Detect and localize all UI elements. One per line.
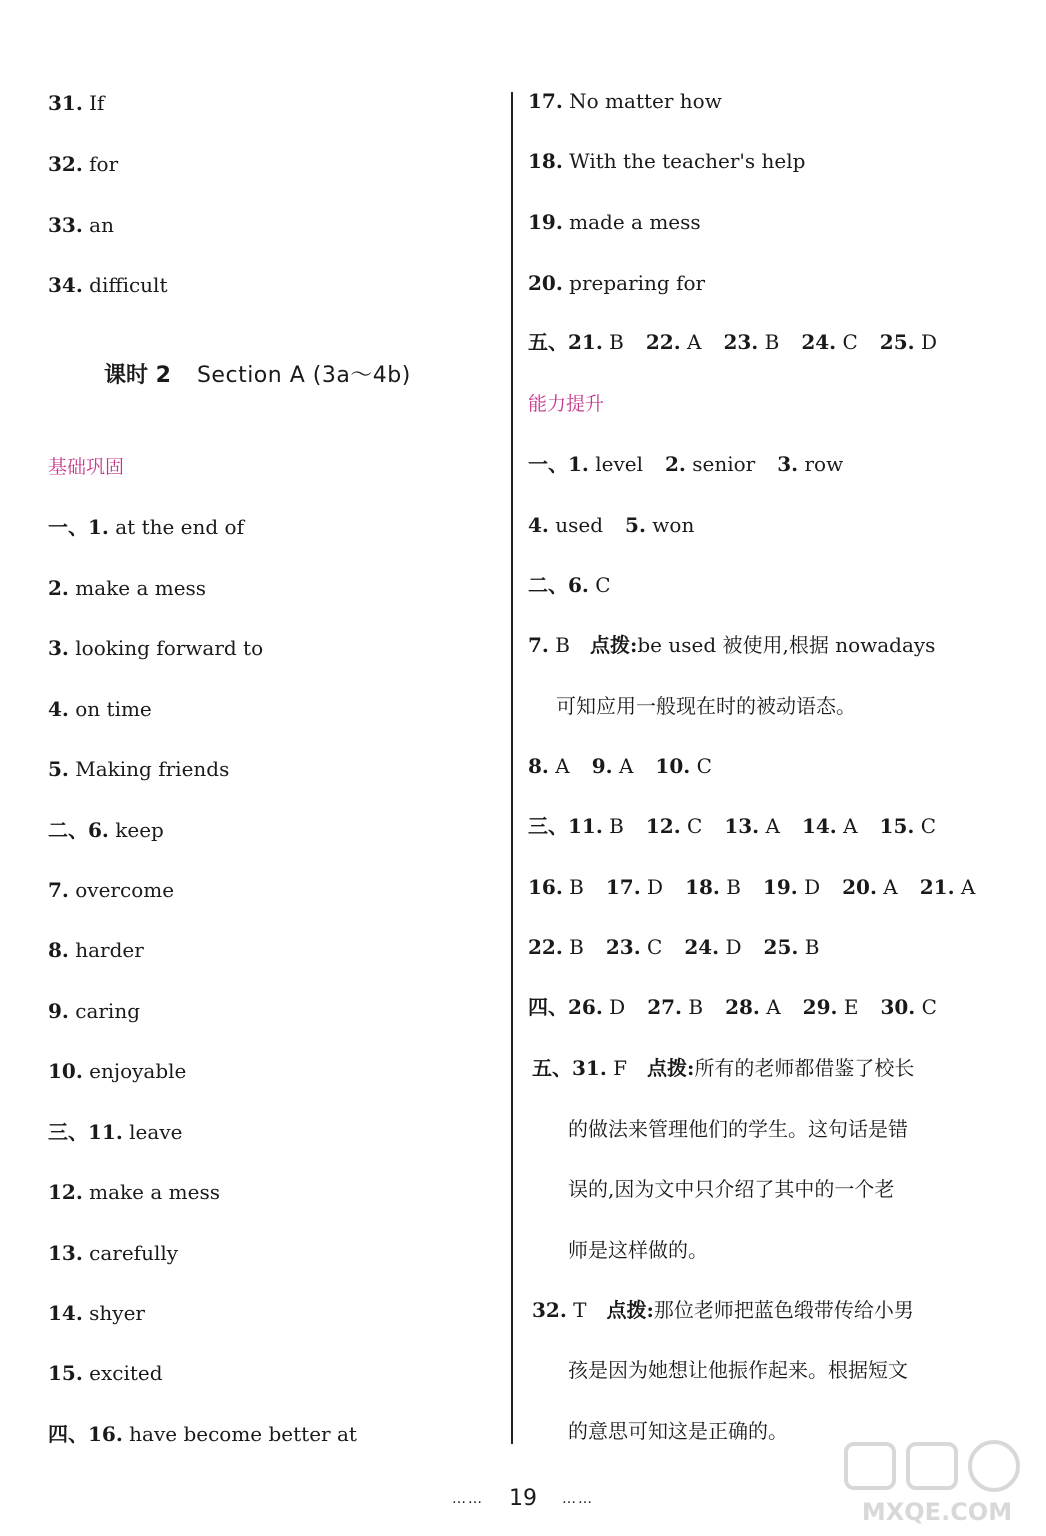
item-answer: won — [652, 513, 695, 537]
item-number: 22. — [645, 330, 681, 354]
answer-item — [647, 995, 703, 1019]
item-answer: B — [569, 875, 584, 899]
item-number: 33. — [48, 213, 83, 237]
item-answer: B — [804, 935, 820, 959]
item-number: 12. — [645, 814, 681, 838]
item-answer: made a mess — [569, 210, 701, 234]
item-number: 15. — [48, 1361, 83, 1385]
item-number: 一、1. — [528, 452, 589, 476]
answer-item — [528, 754, 570, 778]
lesson-label: 课时 2 — [104, 363, 171, 388]
answer-item — [803, 995, 859, 1019]
item-answer: preparing for — [569, 271, 706, 295]
item-number: 10. — [655, 754, 691, 778]
item-answer: looking forward to — [75, 636, 264, 660]
item-number: 7. — [528, 633, 549, 657]
item-answer: C — [687, 814, 703, 838]
item-answer: B — [726, 875, 741, 899]
footer-dots-left: …… — [452, 1491, 484, 1507]
answer-item — [802, 814, 858, 838]
item-answer: D — [647, 875, 664, 899]
item-answer: A — [883, 875, 898, 899]
item-number: 24. — [801, 330, 837, 354]
answer-line — [528, 208, 701, 236]
item-answer: C — [842, 330, 858, 354]
item-number: 23. — [723, 330, 759, 354]
item-number: 23. — [605, 935, 641, 959]
answer-item — [48, 757, 229, 781]
answer-line — [48, 876, 174, 904]
item-answer: an — [89, 213, 114, 237]
answer-row — [528, 933, 819, 961]
answer-item — [592, 754, 634, 778]
answer-item — [920, 875, 976, 899]
answer-line — [48, 271, 167, 299]
item-answer: A — [960, 875, 976, 899]
item-number: 17. — [605, 875, 641, 899]
answer-line-with-tip — [528, 631, 935, 659]
section-subhead-advanced: 能力提升 — [528, 393, 605, 415]
tip-continuation: 的做法来管理他们的学生。这句话是错 — [568, 1117, 908, 1141]
item-number: 31. — [48, 91, 83, 115]
answer-item — [48, 697, 152, 721]
answer-item — [48, 91, 104, 115]
item-number: 27. — [647, 995, 682, 1019]
answer-item — [48, 1422, 357, 1446]
answer-item — [528, 452, 643, 476]
item-answer: With the teacher's help — [569, 149, 806, 173]
item-answer: A — [555, 754, 570, 778]
answer-item — [48, 1120, 182, 1144]
item-number: 8. — [528, 754, 549, 778]
answer-item — [646, 814, 702, 838]
svg-text:MXQE.COM: MXQE.COM — [861, 1498, 1013, 1526]
item-number: 20. — [528, 271, 563, 295]
item-answer: used — [555, 513, 604, 537]
item-answer: for — [89, 152, 119, 176]
item-number: 5. — [625, 513, 646, 537]
answer-item — [48, 878, 174, 902]
answer-line — [48, 513, 244, 541]
item-answer: caring — [75, 999, 141, 1023]
answer-row — [528, 571, 611, 599]
item-number: 二、6. — [528, 573, 589, 597]
item-number: 8. — [48, 938, 69, 962]
item-number: 三、11. — [48, 1120, 123, 1144]
item-number: 4. — [528, 513, 549, 537]
tip-continuation: 的意思可知这是正确的。 — [568, 1419, 788, 1443]
tip-continuation: 孩是因为她想让他振作起来。根据短文 — [568, 1358, 908, 1382]
lesson-heading — [104, 362, 411, 390]
item-number: 9. — [48, 999, 69, 1023]
item-answer: overcome — [75, 878, 175, 902]
item-number: 二、6. — [48, 818, 109, 842]
item-number: 16. — [528, 875, 563, 899]
answer-row — [528, 752, 712, 780]
item-answer: Making friends — [75, 757, 230, 781]
answer-item — [48, 213, 114, 237]
item-number: 21. — [919, 875, 955, 899]
item-number: 五、21. — [528, 330, 603, 354]
answer-item — [528, 513, 603, 537]
item-number: 29. — [802, 995, 838, 1019]
answer-item — [528, 573, 611, 597]
item-number: 2. — [665, 452, 686, 476]
item-number: 17. — [528, 89, 563, 113]
item-answer: B — [555, 633, 570, 657]
item-answer: C — [696, 754, 712, 778]
answer-item — [655, 754, 711, 778]
answer-row — [528, 328, 937, 356]
answer-line — [48, 1178, 220, 1206]
item-number: 25. — [879, 330, 915, 354]
item-answer: T — [573, 1298, 587, 1322]
answer-item — [880, 330, 937, 354]
item-number: 20. — [842, 875, 877, 899]
lesson-section: Section A (3a～4b) — [196, 363, 411, 388]
item-answer: difficult — [89, 273, 168, 297]
answer-item — [842, 875, 898, 899]
item-number: 4. — [48, 697, 69, 721]
answer-item — [528, 149, 805, 173]
column-divider — [511, 92, 513, 1444]
item-answer: make a mess — [89, 1180, 220, 1204]
answer-line — [48, 936, 144, 964]
item-number: 3. — [48, 636, 69, 660]
answer-item — [528, 271, 705, 295]
item-answer: B — [688, 995, 704, 1019]
answer-line — [48, 1118, 182, 1146]
answer-item — [725, 995, 781, 1019]
answer-item — [48, 1361, 163, 1385]
item-answer: A — [618, 754, 634, 778]
item-number: 五、31. — [532, 1056, 607, 1080]
item-number: 四、26. — [528, 995, 603, 1019]
answer-item — [48, 818, 164, 842]
answer-row — [528, 993, 937, 1021]
answer-item — [48, 576, 206, 600]
item-answer: excited — [89, 1361, 163, 1385]
item-answer: carefully — [89, 1241, 179, 1265]
item-answer: have become better at — [129, 1422, 357, 1446]
answer-line — [48, 1239, 178, 1267]
answer-item — [724, 814, 780, 838]
answer-item — [528, 935, 584, 959]
answer-item — [528, 210, 701, 234]
answer-item — [646, 330, 702, 354]
item-answer: D — [920, 330, 937, 354]
answer-item — [606, 875, 663, 899]
answer-item — [528, 330, 624, 354]
item-answer: B — [764, 330, 780, 354]
answer-line-with-tip — [532, 1054, 914, 1082]
item-answer: A — [766, 995, 781, 1019]
answer-item — [48, 1180, 220, 1204]
item-number: 7. — [48, 878, 69, 902]
answer-line — [48, 89, 104, 117]
answer-line — [528, 269, 705, 297]
tip-label: 点拨: — [606, 1298, 654, 1322]
item-number: 30. — [880, 995, 916, 1019]
answer-line — [48, 1420, 357, 1448]
item-answer: No matter how — [569, 89, 722, 113]
item-number: 四、16. — [48, 1422, 123, 1446]
answer-item — [763, 875, 820, 899]
tip-text: be used 被使用,根据 nowadays — [637, 633, 936, 657]
item-answer: F — [613, 1056, 628, 1080]
item-number: 三、11. — [528, 814, 603, 838]
item-answer: C — [595, 573, 611, 597]
answer-line — [48, 997, 140, 1025]
answer-line — [48, 1057, 186, 1085]
answer-line — [48, 211, 114, 239]
answer-item — [48, 152, 118, 176]
item-answer: level — [595, 452, 644, 476]
answer-line — [48, 1359, 163, 1387]
item-number: 22. — [528, 935, 563, 959]
tip-text: 那位老师把蓝色缎带传给小男 — [653, 1298, 914, 1322]
item-answer: D — [725, 935, 742, 959]
item-answer: C — [647, 935, 663, 959]
answer-item — [723, 330, 779, 354]
page-number: 19 — [509, 1486, 537, 1511]
answer-item — [48, 999, 140, 1023]
item-number: 13. — [724, 814, 760, 838]
item-answer: C — [920, 814, 937, 838]
answer-item — [528, 875, 584, 899]
answer-item — [528, 995, 625, 1019]
answer-line-with-tip — [532, 1296, 914, 1324]
answer-item — [528, 89, 722, 113]
answer-row — [528, 450, 843, 478]
answer-item — [685, 875, 741, 899]
answer-item — [880, 995, 936, 1019]
item-answer: E — [843, 995, 859, 1019]
answer-line — [48, 816, 164, 844]
tip-label: 点拨: — [647, 1056, 695, 1080]
item-answer: row — [804, 452, 844, 476]
answer-line — [528, 87, 722, 115]
item-answer: A — [843, 814, 858, 838]
item-answer: senior — [692, 452, 756, 476]
answer-row — [528, 812, 936, 840]
answer-item — [801, 330, 857, 354]
tip-continuation: 误的,因为文中只介绍了其中的一个老 — [568, 1177, 895, 1201]
item-number: 18. — [685, 875, 720, 899]
item-answer: enjoyable — [89, 1059, 187, 1083]
item-number: 一、1. — [48, 515, 109, 539]
answer-item — [48, 938, 144, 962]
answer-item — [665, 452, 755, 476]
item-answer: B — [609, 814, 624, 838]
item-number: 15. — [879, 814, 915, 838]
answer-line — [48, 1299, 145, 1327]
item-number: 28. — [725, 995, 760, 1019]
answer-item — [48, 515, 244, 539]
section-subhead-basic: 基础巩固 — [48, 456, 125, 478]
item-number: 24. — [684, 935, 720, 959]
item-number: 25. — [763, 935, 799, 959]
item-number: 19. — [762, 875, 798, 899]
answer-item — [48, 273, 167, 297]
item-number: 19. — [528, 210, 563, 234]
answer-item — [880, 814, 936, 838]
answer-item — [528, 814, 624, 838]
item-number: 13. — [48, 1241, 83, 1265]
answer-row — [528, 873, 975, 901]
answer-item — [48, 1241, 178, 1265]
item-number: 3. — [777, 452, 799, 476]
item-answer: at the end of — [115, 515, 244, 539]
answer-item — [777, 452, 843, 476]
tip-continuation: 师是这样做的。 — [568, 1238, 708, 1262]
item-number: 2. — [48, 576, 69, 600]
item-number: 9. — [591, 754, 613, 778]
item-number: 14. — [48, 1301, 83, 1325]
item-answer: shyer — [89, 1301, 145, 1325]
watermark-logo — [842, 1440, 1032, 1528]
answer-item — [684, 935, 741, 959]
item-answer: on time — [75, 697, 152, 721]
item-answer: B — [609, 330, 624, 354]
item-answer: A — [687, 330, 702, 354]
item-answer: C — [921, 995, 937, 1019]
item-number: 32. — [532, 1298, 567, 1322]
answer-row — [528, 511, 694, 539]
answer-line — [48, 150, 118, 178]
item-answer: leave — [129, 1120, 183, 1144]
item-number: 14. — [801, 814, 837, 838]
answer-item — [606, 935, 662, 959]
answer-line — [48, 574, 206, 602]
answer-item — [625, 513, 694, 537]
item-answer: make a mess — [75, 576, 207, 600]
answer-line — [48, 634, 263, 662]
answer-line — [528, 147, 805, 175]
answer-line — [48, 695, 152, 723]
item-answer: If — [89, 91, 105, 115]
item-answer: keep — [115, 818, 164, 842]
answer-item — [48, 636, 263, 660]
item-answer: A — [765, 814, 780, 838]
item-number: 12. — [48, 1180, 83, 1204]
item-number: 10. — [48, 1059, 83, 1083]
answer-item — [48, 1301, 145, 1325]
answer-item — [48, 1059, 186, 1083]
item-number: 32. — [48, 152, 83, 176]
item-number: 18. — [528, 149, 563, 173]
tip-text: 所有的老师都借鉴了校长 — [694, 1056, 915, 1080]
item-answer: B — [569, 935, 584, 959]
item-answer: harder — [75, 938, 144, 962]
answer-item — [764, 935, 820, 959]
item-answer: D — [609, 995, 626, 1019]
answer-line — [48, 755, 229, 783]
footer-dots-right: …… — [562, 1491, 594, 1507]
tip-label: 点拨: — [589, 633, 638, 657]
item-number: 5. — [48, 757, 69, 781]
item-number: 34. — [48, 273, 83, 297]
tip-continuation: 可知应用一般现在时的被动语态。 — [556, 694, 856, 718]
item-answer: D — [804, 875, 821, 899]
